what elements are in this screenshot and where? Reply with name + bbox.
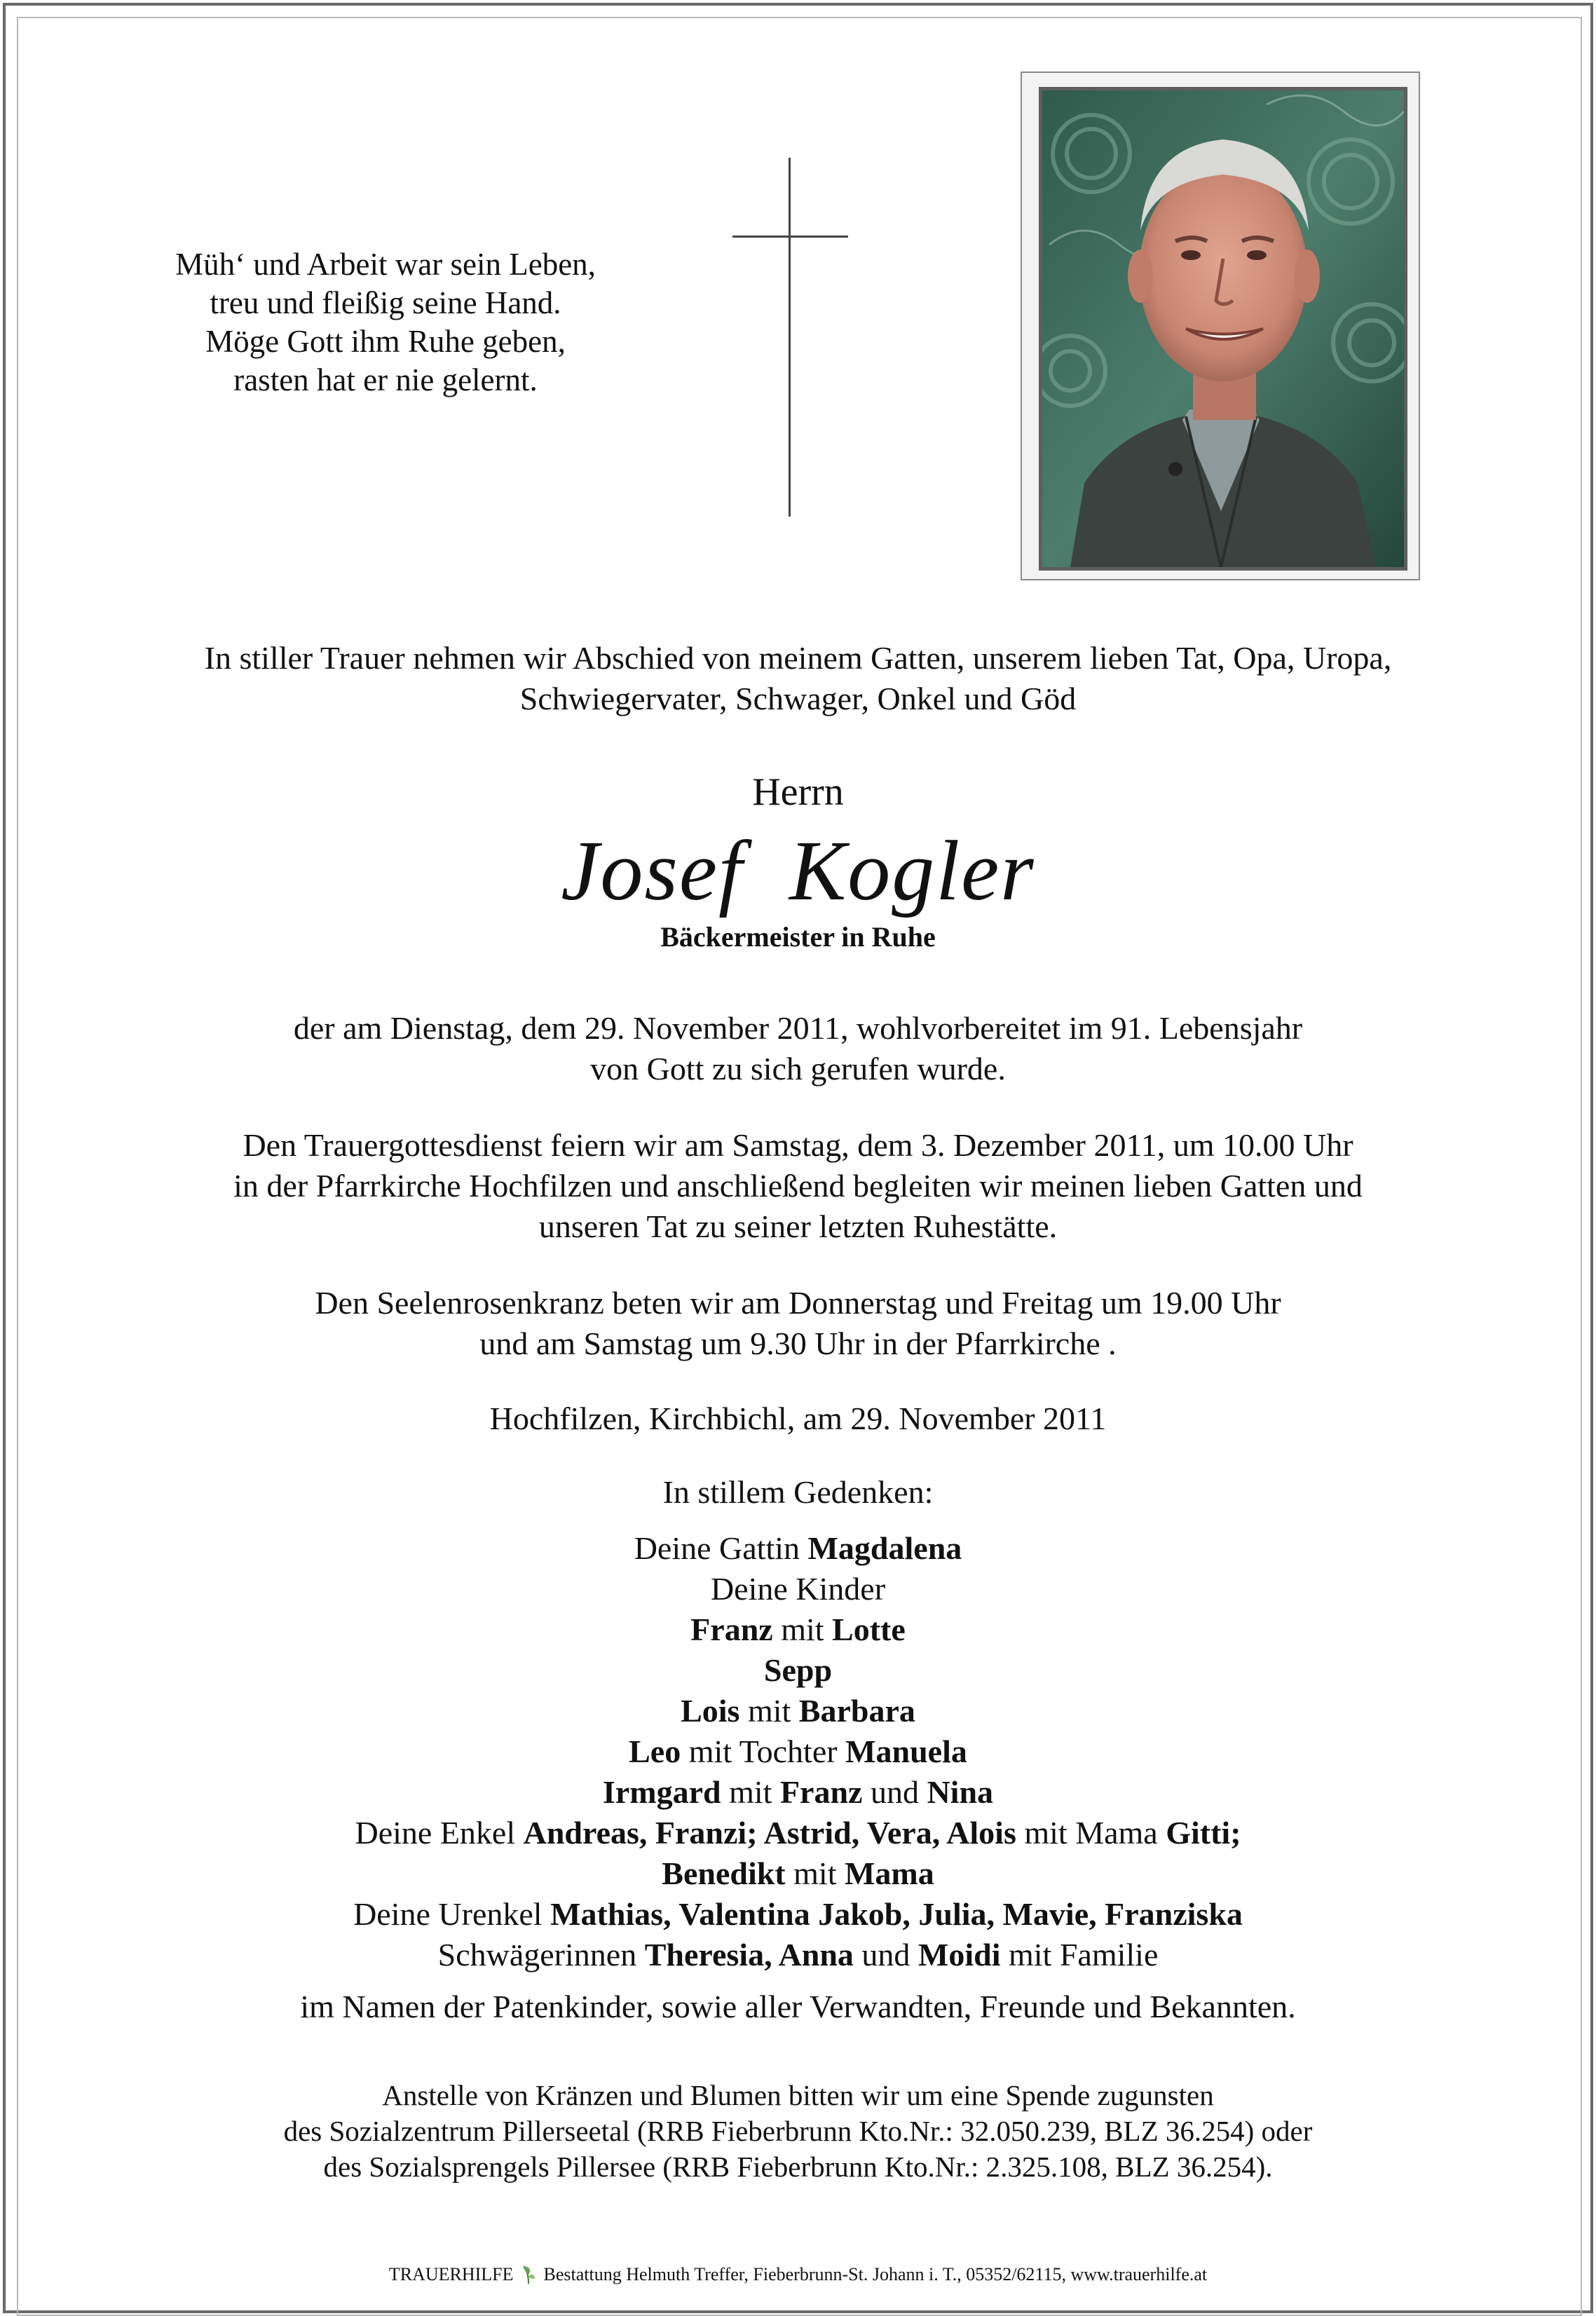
mourner-name: Leo [629,1733,681,1769]
portrait-image [1042,90,1404,567]
relation-label: Deine Urenkel [353,1896,551,1932]
motto-line: Möge Gott ihm Ruhe geben, [205,324,566,359]
motto-line: rasten hat er nie gelernt. [233,362,538,397]
place-date: Hochfilzen, Kirchbichl, am 29. November 2011 [489,1401,1107,1436]
leaf-icon [521,2263,536,2284]
mourner-line-sisters-in-law [42,1935,1554,1975]
motto-verse [105,245,666,400]
donation-request [42,2078,1554,2185]
rosary-line: Den Seelenrosenkranz beten wir am Donnerstag und Freitag um 19.00 Uhr [315,1285,1281,1321]
connector: mit Familie [1000,1937,1159,1973]
mourner-line-great-grandchildren [42,1894,1554,1935]
intro-line: Schwiegervater, Schwager, Onkel und Göd [519,681,1077,716]
mourner-line-child [42,1731,1554,1772]
connector: und [862,1774,927,1810]
mourner-name: Franz [779,1774,863,1810]
connector: mit [785,1855,845,1891]
mourner-line-children-label: Deine Kinder [710,1571,886,1607]
cross-vertical-bar [789,158,791,517]
cross-horizontal-bar [732,236,848,238]
connector: mit [739,1693,799,1729]
mourner-line-child [42,1691,1554,1731]
relation-label: Schwägerinnen [437,1937,645,1973]
death-line: der am Dienstag, dem 29. November 2011, wohlvorbereitet im 91. Lebensjahr [293,1010,1303,1046]
memory-heading: In stillem Gedenken: [662,1474,934,1510]
rosary-line: und am Samstag um 9.30 Uhr in der Pfarrkirche . [479,1326,1117,1361]
donation-line: Anstelle von Kränzen und Blumen bitten wir um eine Spende zugunsten [382,2079,1214,2111]
mourner-name: Manuela [845,1733,967,1769]
motto-line: Müh‘ und Arbeit war sein Leben, [175,247,596,282]
intro-text [42,638,1554,719]
portrait-photo [1039,87,1407,571]
service-line: Den Trauergottesdienst feiern wir am Samstag, dem 3. Dezember 2011, um 10.00 Uhr [243,1127,1353,1163]
mourner-name: Mama [844,1855,934,1891]
deceased-title: Bäckermeister in Ruhe [660,921,936,953]
mourner-name: Lois [681,1693,740,1729]
mourner-line-child [42,1772,1554,1813]
connector: und [853,1937,918,1973]
funeral-service [42,1125,1554,1247]
footer [42,2263,1554,2287]
mourner-name: Irmgard [602,1774,721,1810]
motto-line: treu und fleißig seine Hand. [210,285,561,320]
mourner-name: Nina [927,1774,994,1810]
deceased-name: Josef Kogler [561,824,1035,918]
intro-line: In stiller Trauer nehmen wir Abschied von meinem Gatten, unserem lieben Tat, Opa, Uropa, [204,640,1392,676]
mourner-name: Moidi [918,1937,1001,1973]
mourner-name: Mathias, Valentina Jakob, Julia, Mavie, Franziska [550,1896,1243,1932]
service-line: in der Pfarrkirche Hochfilzen und anschließend begleiten wir meinen lieben Gatten und [233,1168,1363,1204]
service-line: unseren Tat zu seiner letzten Ruhestätte. [538,1208,1058,1244]
connector: mit Tochter [681,1733,846,1769]
donation-line: des Sozialzentrum Pillerseetal (RRB Fieberbrunn Kto.Nr.: 32.050.239, BLZ 36.254) oder [283,2115,1313,2147]
salutation: Herrn [752,770,844,814]
mourner-name: Benedikt [662,1855,786,1891]
connector: mit [721,1774,780,1810]
mourner-name: Theresia, Anna [644,1937,854,1973]
mourner-line-wife [42,1528,1554,1569]
mourner-line-child: Sepp [763,1652,833,1688]
mourner-name: Magdalena [807,1530,962,1566]
rosary-notice [42,1283,1554,1364]
relation-label: Deine Enkel [355,1815,524,1851]
donation-line: des Sozialsprengels Pillersee (RRB Fieberbrunn Kto.Nr.: 2.325.108, BLZ 36.254). [323,2151,1273,2183]
mourner-line-child [42,1609,1554,1650]
footer-brand: TRAUERHILFE [388,2264,514,2284]
mourner-name: Andreas, Franzi; Astrid, Vera, Alois [523,1815,1016,1851]
mourner-name: Lotte [832,1612,906,1647]
mourner-line-grandchildren [42,1813,1554,1853]
mourner-name: Barbara [798,1693,915,1729]
connector: mit Mama [1016,1815,1166,1851]
death-line: von Gott zu sich gerufen wurde. [590,1051,1006,1087]
closing-line: im Namen der Patenkinder, sowie aller Verwandten, Freunde und Bekannten. [300,1989,1296,2024]
mourner-line-grandchildren [42,1853,1554,1894]
connector: mit [772,1612,833,1647]
footer-text: Bestattung Helmuth Treffer, Fieberbrunn-St. Johann i. T., 05352/62115, www.trauerhilfe.at [543,2264,1208,2284]
relation-label: Deine Gattin [634,1530,808,1566]
mourner-name: Franz [690,1612,773,1647]
mourners-list [42,1528,1554,1975]
death-notice [42,1008,1554,1089]
mourner-name: Gitti; [1166,1815,1241,1851]
